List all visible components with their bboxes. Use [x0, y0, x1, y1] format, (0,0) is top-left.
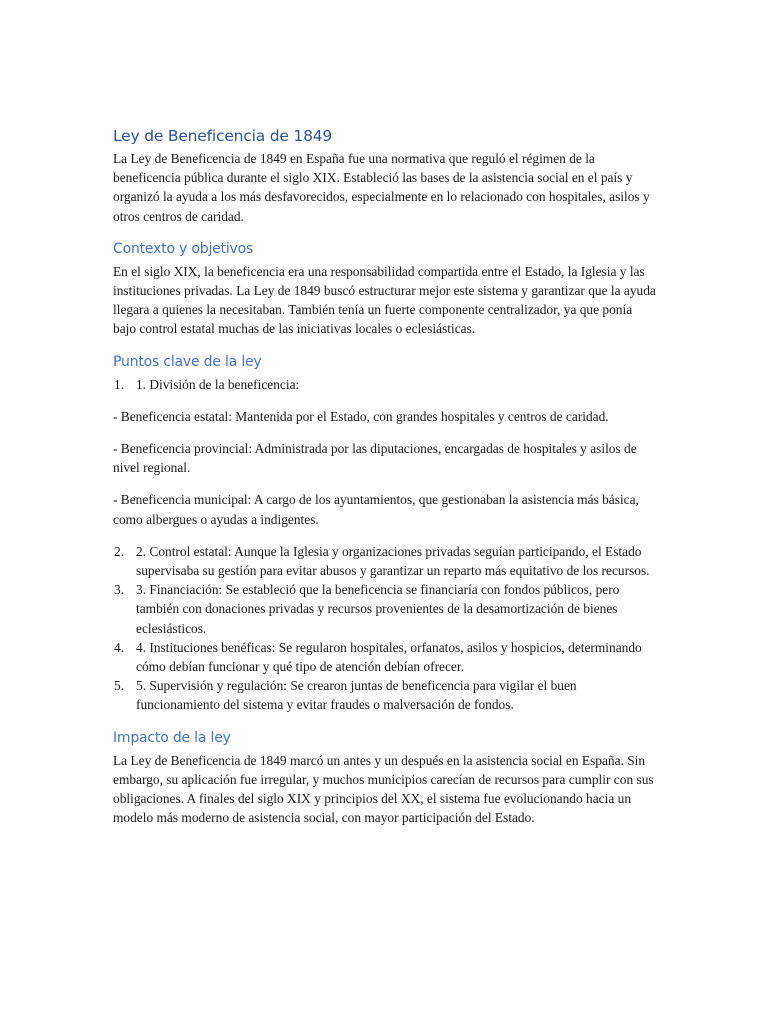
subpoint-provincial: - Beneficencia provincial: Administrada por las diputaciones, encargadas de hospitales y asilos de nivel regional. — [113, 441, 637, 476]
heading-impact: Impacto de la ley — [113, 729, 231, 746]
list-item — [113, 638, 658, 676]
list-item-text: 2. Control estatal: Aunque la Iglesia y organizaciones privadas seguían participando, el Estado supervisaba su gestión para evitar abusos y garantizar un reparto más equitativo de los recursos. — [136, 543, 650, 579]
list-item-text: 4. Instituciones benéficas: Se regularon hospitales, orfanatos, asilos y hospicios, determinando cómo debían funcionar y qué tipo de atención debían ofrecer. — [136, 639, 642, 675]
subpoint-municipal: - Beneficencia municipal: A cargo de los ayuntamientos, que gestionaban la asistencia más básica, como albergues o ayudas a indigentes. — [113, 492, 639, 527]
list-item — [113, 542, 658, 580]
list-item-text: 3. Financiación: Se estableció que la beneficencia se financiaría con fondos públicos, pero también con donaciones privadas y recursos provenientes de la desamortización de bienes eclesiásticos. — [136, 582, 620, 636]
list-item-text: 5. Supervisión y regulación: Se crearon juntas de beneficencia para vigilar el buen funcionamiento del sistema y evitar fraudes o malversación de fondos. — [136, 678, 577, 713]
impact-paragraph: La Ley de Beneficencia de 1849 marcó un antes y un después en la asistencia social en España. Sin embargo, su aplicación fue irregular, y muchos municipios carecían de recursos para cumplir con sus obligaciones. A finales del siglo XIX y principios del XX, el sistema fue evolucionando hacia un modelo más moderno de asistencia social, con mayor participación del Estado. — [113, 752, 654, 826]
list-item — [113, 375, 658, 394]
list-marker: 2. — [114, 543, 125, 559]
list-marker: 1. — [114, 376, 125, 392]
context-paragraph: En el siglo XIX, la beneficencia era una responsabilidad compartida entre el Estado, la Iglesia y las instituciones privadas. La Ley de 1849 buscó estructurar mejor este sistema y garantizar que la ayuda llegara a quienes la necesitaban. También tenía un fuerte componente centralizador, ya que ponía bajo control estatal muchas de las iniciativas locales o eclesiásticas. — [113, 263, 656, 337]
list-marker: 4. — [114, 639, 125, 655]
list-item — [113, 676, 658, 714]
list-marker: 3. — [114, 582, 125, 598]
heading-context: Contexto y objetivos — [113, 240, 254, 257]
heading-key-points: Puntos clave de la ley — [113, 353, 262, 370]
document-title: Ley de Beneficencia de 1849 — [113, 127, 333, 145]
intro-paragraph: La Ley de Beneficencia de 1849 en España fue una normativa que reguló el régimen de la beneficencia pública durante el siglo XIX. Estableció las bases de la asistencia social en el país y organizó la ayuda a los más desfavorecidos, especialmente en lo relacionado con hospitales, asilos y otros centros de caridad. — [113, 151, 650, 224]
list-item — [113, 580, 658, 638]
key-points-list-continued — [113, 542, 658, 715]
list-item-text: 1. División de la beneficencia: — [136, 376, 300, 392]
list-marker: 5. — [114, 678, 125, 694]
key-points-list — [113, 375, 658, 394]
subpoint-state: - Beneficencia estatal: Mantenida por el Estado, con grandes hospitales y centros de caridad. — [113, 408, 609, 424]
document-page — [113, 126, 658, 827]
